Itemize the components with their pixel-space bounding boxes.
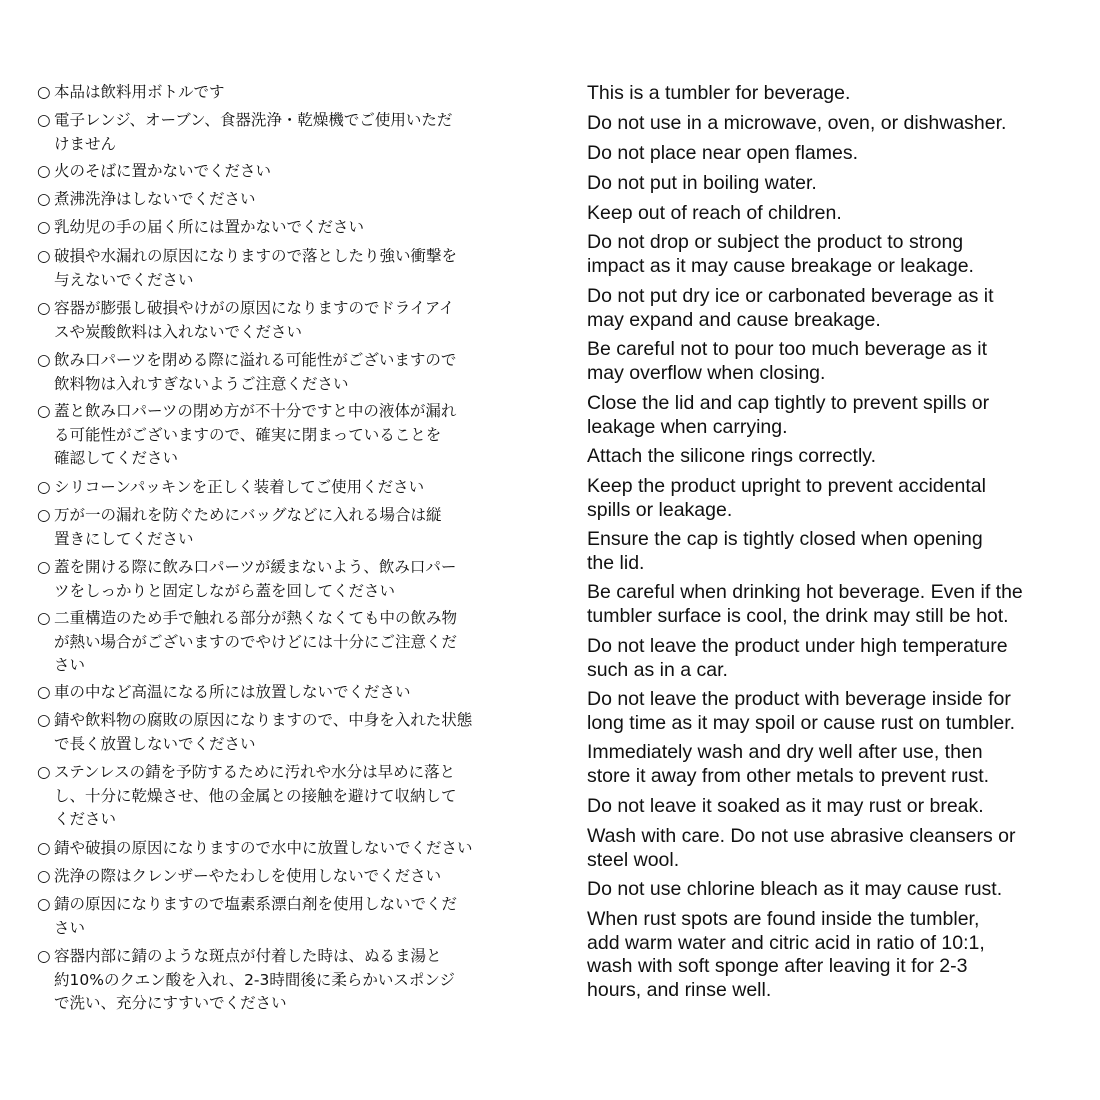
en-instruction-line: Do not put dry ice or carbonated beverage as it [587, 285, 994, 307]
ja-instruction-text: 二重構造のため手で触れる部分が熱くなくても中の飲み物 [54, 609, 458, 627]
en-instruction-line: leakage when carrying. [587, 415, 788, 438]
ja-instruction-text: し、十分に乾燥させ、他の金属との接触を避けて収納して [54, 786, 457, 805]
en-instruction-line: Close the lid and cap tightly to prevent spills or [587, 392, 990, 414]
ja-instruction-text: 蓋と飲み口パーツの閉め方が不十分ですと中の液体が漏れ [54, 402, 457, 420]
circle-bullet: ○ [37, 402, 51, 420]
circle-bullet: ○ [37, 506, 51, 524]
circle-bullet: ○ [37, 839, 51, 857]
ja-instruction-text: で洗い、充分にすすいでください [54, 994, 287, 1012]
ja-instruction-text: る可能性がございますので、確実に閉まっていることを [54, 425, 442, 444]
en-instruction-item [587, 908, 1087, 1002]
en-instruction-line: may expand and cause breakage. [587, 308, 881, 331]
en-instruction-line: Do not use chlorine bleach as it may cause rust. [587, 878, 1003, 900]
en-instruction-line: Do not use in a microwave, oven, or dishwasher. [587, 112, 1007, 134]
en-instruction-line: wash with soft sponge after leaving it for 2-3 [587, 955, 968, 977]
ja-instruction-text: 火のそばに置かないでください [54, 162, 272, 180]
ja-instruction-text: 電子レンジ、オーブン、食器洗浄・乾燥機でご使用いただ [54, 111, 453, 129]
ja-instruction-text: 飲料物は入れすぎないようご注意ください [54, 374, 349, 393]
circle-bullet: ○ [37, 558, 51, 576]
circle-bullet: ○ [37, 299, 51, 317]
en-instruction-line: add warm water and citric acid in ratio of 10:1, [587, 931, 985, 954]
ja-instruction-text: さい [54, 918, 86, 937]
circle-bullet: ○ [37, 683, 51, 701]
en-instruction-item [587, 528, 1087, 575]
en-instruction-line: may overflow when closing. [587, 361, 826, 384]
ja-instruction-text: 容器が膨張し破損やけがの原因になりますのでドライアイ [54, 299, 455, 317]
circle-bullet: ○ [37, 478, 51, 496]
en-instruction-line: This is a tumbler for beverage. [587, 82, 851, 104]
circle-bullet: ○ [37, 609, 51, 627]
en-instruction-item [587, 741, 1087, 788]
en-instruction-line: Keep the product upright to prevent accidental [587, 475, 986, 497]
en-instruction-line: long time as it may spoil or cause rust on tumbler. [587, 711, 1016, 734]
en-instruction-line: Do not drop or subject the product to strong [587, 231, 964, 253]
ja-instruction-text: 洗浄の際はクレンザーやたわしを使用しないでください [54, 867, 442, 885]
circle-bullet: ○ [37, 111, 51, 129]
en-instruction-item [587, 338, 1087, 385]
en-instruction-item [587, 445, 1087, 469]
ja-instruction-text: 確認してください [54, 449, 179, 467]
circle-bullet: ○ [37, 947, 51, 965]
circle-bullet: ○ [37, 83, 51, 101]
circle-bullet: ○ [37, 895, 51, 913]
ja-instruction-text: 与えないでください [54, 270, 194, 289]
en-instruction-line: store it away from other metals to prevent rust. [587, 764, 990, 787]
en-instruction-line: Be careful not to pour too much beverage as it [587, 338, 987, 360]
ja-instruction-text: スや炭酸飲料は入れないでください [54, 322, 303, 341]
en-instruction-line: Immediately wash and dry well after use, then [587, 741, 983, 763]
en-instruction-item [587, 202, 1087, 226]
circle-bullet: ○ [37, 162, 51, 180]
ja-instruction-text: けません [54, 134, 117, 153]
en-instruction-line: tumbler surface is cool, the drink may still be hot. [587, 604, 1009, 627]
en-instruction-line: Ensure the cap is tightly closed when opening [587, 528, 983, 550]
ja-instruction-text: が熱い場合がございますのでやけどには十分にご注意くだ [54, 632, 458, 651]
ja-instruction-text: 置きにしてください [54, 529, 194, 548]
circle-bullet: ○ [37, 867, 51, 885]
en-instruction-item [587, 172, 1087, 196]
en-instruction-line: Do not leave the product under high temperature [587, 635, 1008, 657]
en-instruction-line: such as in a car. [587, 658, 728, 681]
en-instruction-line: Do not leave it soaked as it may rust or break. [587, 795, 984, 817]
ja-instruction-text: 錆や飲料物の腐敗の原因になりますので、中身を入れた状態 [54, 711, 473, 729]
en-instruction-line: Keep out of reach of children. [587, 202, 842, 224]
en-instruction-line: the lid. [587, 551, 645, 574]
circle-bullet: ○ [37, 247, 51, 265]
ja-instruction-text: 万が一の漏れを防ぐためにバッグなどに入れる場合は縦 [54, 506, 442, 524]
en-instruction-item [587, 82, 1087, 106]
en-instruction-line: Attach the silicone rings correctly. [587, 445, 877, 467]
en-instruction-item [587, 475, 1087, 522]
en-instruction-line: impact as it may cause breakage or leakage. [587, 254, 974, 277]
ja-instruction-text: 煮沸洗浄はしないでください [54, 190, 256, 208]
en-instruction-line: steel wool. [587, 848, 680, 871]
ja-instruction-text: 錆や破損の原因になりますので水中に放置しないでください [54, 839, 473, 857]
en-instruction-item [587, 142, 1087, 166]
ja-instruction-text: ステンレスの錆を予防するために汚れや水分は早めに落と [54, 763, 456, 781]
ja-instruction-text: 約10%のクエン酸を入れ、2-3時間後に柔らかいスポンジ [54, 970, 456, 989]
en-instruction-item [587, 635, 1087, 682]
en-instruction-line: Do not place near open flames. [587, 142, 859, 164]
ja-instruction-text: シリコーンパッキンを正しく装着してご使用ください [54, 478, 425, 496]
ja-instruction-text: ツをしっかりと固定しながら蓋を回してください [54, 581, 396, 600]
en-instruction-line: Do not leave the product with beverage inside for [587, 688, 1011, 710]
en-instruction-item [587, 688, 1087, 735]
ja-instruction-text: 飲み口パーツを閉める際に溢れる可能性がございますので [54, 351, 457, 369]
en-instruction-item [587, 825, 1087, 872]
en-instruction-item [587, 231, 1087, 278]
circle-bullet: ○ [37, 190, 51, 208]
en-instruction-item [587, 392, 1087, 439]
circle-bullet: ○ [37, 711, 51, 729]
en-instruction-item [587, 112, 1087, 136]
en-instruction-item [587, 285, 1087, 332]
ja-instruction-text: 破損や水漏れの原因になりますので落としたり強い衝撃を [54, 247, 458, 265]
en-instruction-line: Do not put in boiling water. [587, 172, 817, 194]
ja-instruction-text: さい [54, 656, 86, 674]
circle-bullet: ○ [37, 763, 51, 781]
ja-instruction-text: 車の中など高温になる所には放置しないでください [54, 683, 411, 701]
en-instruction-line: spills or leakage. [587, 498, 733, 521]
ja-instruction-text: 錆の原因になりますので塩素系漂白剤を使用しないでくだ [54, 895, 458, 913]
circle-bullet: ○ [37, 218, 51, 236]
ja-instruction-text: 本品は飲料用ボトルです [54, 83, 225, 101]
en-instruction-line: Wash with care. Do not use abrasive cleansers or [587, 825, 1016, 847]
ja-instruction-text: ください [54, 810, 117, 828]
en-instruction-item [587, 581, 1087, 628]
ja-instruction-text: 容器内部に錆のような斑点が付着した時は、ぬるま湯と [54, 947, 442, 965]
ja-instruction-text: 乳幼児の手の届く所には置かないでください [54, 218, 365, 236]
ja-instruction-text: で長く放置しないでください [54, 734, 256, 753]
en-instruction-item [587, 795, 1087, 819]
circle-bullet: ○ [37, 351, 51, 369]
en-instruction-item [587, 878, 1087, 902]
ja-instruction-text: 蓋を開ける際に飲み口パーツが緩まないよう、飲み口パー [54, 558, 457, 576]
en-instruction-line: hours, and rinse well. [587, 978, 772, 1001]
en-instruction-line: Be careful when drinking hot beverage. Even if the [587, 581, 1023, 603]
en-instruction-line: When rust spots are found inside the tumbler, [587, 908, 980, 930]
